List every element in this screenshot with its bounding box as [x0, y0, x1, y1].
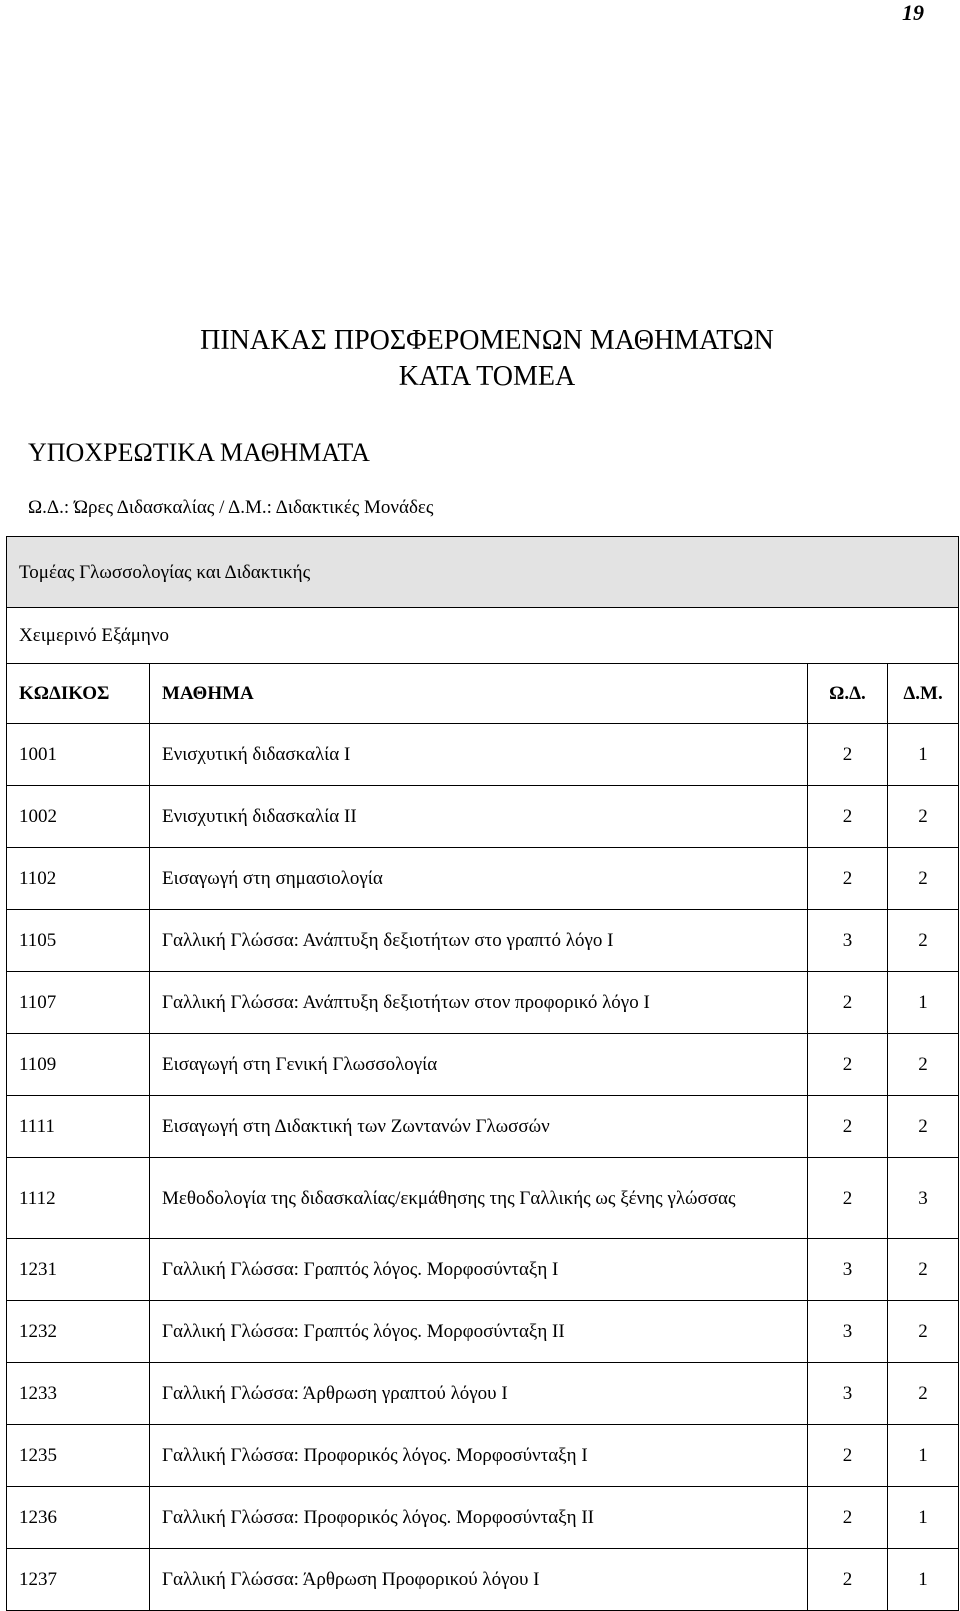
course-title: Γαλλική Γλώσσα: Προφορικός λόγος. Μορφοσύνταξη ΙΙ: [150, 1487, 808, 1549]
course-code: 1236: [7, 1487, 150, 1549]
course-title: Ενισχυτική διδασκαλία ΙΙ: [150, 786, 808, 848]
table-row: [7, 972, 959, 1034]
course-title: Εισαγωγή στη Γενική Γλωσσολογία: [150, 1034, 808, 1096]
table-row: [7, 1549, 959, 1611]
course-code: 1105: [7, 910, 150, 972]
course-units: 2: [888, 1363, 959, 1425]
header-hours: Ω.Δ.: [808, 664, 888, 724]
table-row: [7, 1425, 959, 1487]
course-code: 1102: [7, 848, 150, 910]
course-title: Γαλλική Γλώσσα: Γραπτός λόγος. Μορφοσύνταξη ΙΙ: [150, 1301, 808, 1363]
course-units: 2: [888, 1034, 959, 1096]
course-units: 2: [888, 786, 959, 848]
course-units: 2: [888, 1096, 959, 1158]
course-hours: 2: [808, 786, 888, 848]
sector-row: [7, 537, 959, 608]
table-row: [7, 1096, 959, 1158]
courses-table: [6, 536, 959, 1611]
course-code: 1002: [7, 786, 150, 848]
course-code: 1001: [7, 724, 150, 786]
table-row: [7, 910, 959, 972]
table-row: [7, 848, 959, 910]
table-row: [7, 724, 959, 786]
course-units: 2: [888, 1239, 959, 1301]
table-row: [7, 1301, 959, 1363]
semester-row: [7, 608, 959, 664]
table-row: [7, 1158, 959, 1239]
course-units: 1: [888, 972, 959, 1034]
table-header-row: [7, 664, 959, 724]
course-code: 1237: [7, 1549, 150, 1611]
course-units: 2: [888, 848, 959, 910]
course-title: Γαλλική Γλώσσα: Άρθρωση Προφορικού λόγου Ι: [150, 1549, 808, 1611]
course-hours: 2: [808, 1158, 888, 1239]
course-title: Ενισχυτική διδασκαλία Ι: [150, 724, 808, 786]
course-units: 1: [888, 1487, 959, 1549]
table-row: [7, 1363, 959, 1425]
course-code: 1233: [7, 1363, 150, 1425]
table-row: [7, 1034, 959, 1096]
course-hours: 2: [808, 1425, 888, 1487]
abbreviation-legend: Ω.Δ.: Ώρες Διδασκαλίας / Δ.Μ.: Διδακτικές Μονάδες: [28, 497, 434, 518]
course-hours: 2: [808, 1096, 888, 1158]
course-title: Γαλλική Γλώσσα: Ανάπτυξη δεξιοτήτων στο γραπτό λόγο Ι: [150, 910, 808, 972]
page-title-line-2: ΚΑΤΑ ΤΟΜΕΑ: [398, 361, 576, 392]
page-title-line-1: ΠΙΝΑΚΑΣ ΠΡΟΣΦΕΡΟΜΕΝΩΝ ΜΑΘΗΜΑΤΩΝ: [200, 325, 774, 356]
course-code: 1107: [7, 972, 150, 1034]
table-row: [7, 786, 959, 848]
table-row: [7, 1239, 959, 1301]
course-title: Γαλλική Γλώσσα: Ανάπτυξη δεξιοτήτων στον προφορικό λόγο Ι: [150, 972, 808, 1034]
course-hours: 3: [808, 1239, 888, 1301]
header-code: ΚΩΔΙΚΟΣ: [7, 664, 150, 724]
course-title: Γαλλική Γλώσσα: Άρθρωση γραπτού λόγου Ι: [150, 1363, 808, 1425]
course-title: Εισαγωγή στη σημασιολογία: [150, 848, 808, 910]
course-hours: 2: [808, 848, 888, 910]
page-number: 19: [902, 0, 924, 25]
course-hours: 3: [808, 1301, 888, 1363]
course-code: 1111: [7, 1096, 150, 1158]
course-code: 1232: [7, 1301, 150, 1363]
section-subtitle: ΥΠΟΧΡΕΩΤΙΚΑ ΜΑΘΗΜΑΤΑ: [28, 438, 370, 467]
sector-name: Τομέας Γλωσσολογίας και Διδακτικής: [7, 537, 959, 608]
course-units: 3: [888, 1158, 959, 1239]
course-title: Εισαγωγή στη Διδακτική των Ζωντανών Γλωσσών: [150, 1096, 808, 1158]
course-hours: 2: [808, 1487, 888, 1549]
course-hours: 2: [808, 1549, 888, 1611]
course-title: Μεθοδολογία της διδασκαλίας/εκμάθησης της Γαλλικής ως ξένης γλώσσας: [150, 1158, 808, 1239]
semester-name: Χειμερινό Εξάμηνο: [7, 608, 959, 664]
course-hours: 3: [808, 1363, 888, 1425]
course-units: 1: [888, 1425, 959, 1487]
course-title: Γαλλική Γλώσσα: Προφορικός λόγος. Μορφοσύνταξη Ι: [150, 1425, 808, 1487]
course-hours: 2: [808, 1034, 888, 1096]
course-units: 2: [888, 1301, 959, 1363]
page-title: [0, 323, 960, 395]
header-units: Δ.Μ.: [888, 664, 959, 724]
course-hours: 2: [808, 724, 888, 786]
course-code: 1109: [7, 1034, 150, 1096]
course-units: 1: [888, 724, 959, 786]
course-title: Γαλλική Γλώσσα: Γραπτός λόγος. Μορφοσύνταξη Ι: [150, 1239, 808, 1301]
course-hours: 3: [808, 910, 888, 972]
course-units: 2: [888, 910, 959, 972]
course-code: 1231: [7, 1239, 150, 1301]
course-units: 1: [888, 1549, 959, 1611]
header-course: ΜΑΘΗΜΑ: [150, 664, 808, 724]
table-row: [7, 1487, 959, 1549]
course-code: 1112: [7, 1158, 150, 1239]
course-hours: 2: [808, 972, 888, 1034]
course-code: 1235: [7, 1425, 150, 1487]
